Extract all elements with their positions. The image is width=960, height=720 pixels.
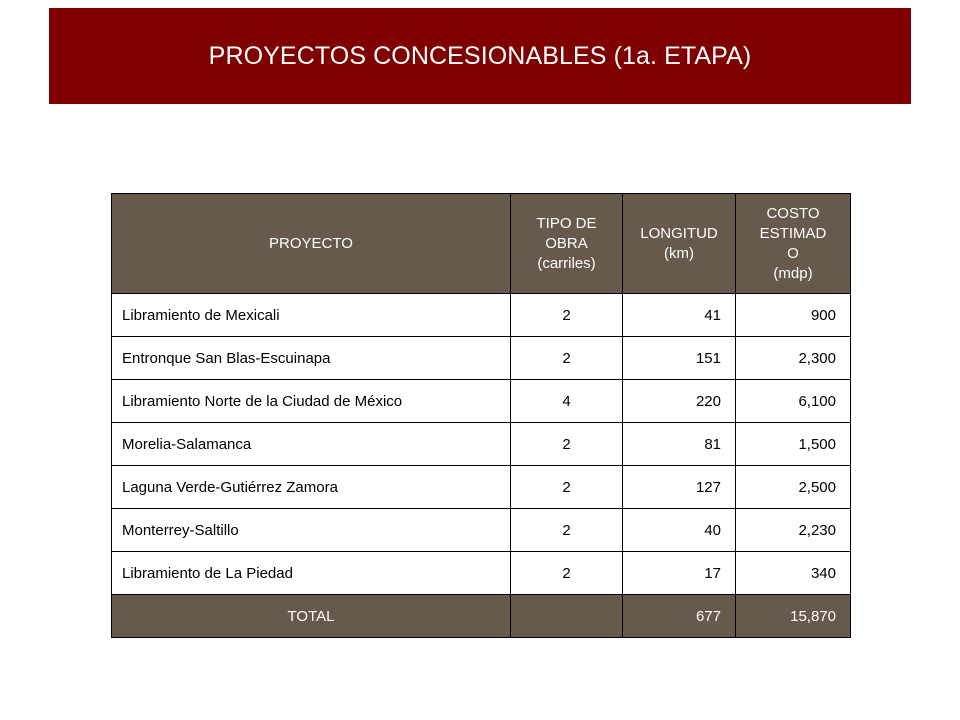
cell-proyecto: Entronque San Blas-Escuinapa [112,337,511,380]
cell-longitud: 40 [623,509,736,552]
cell-costo: 2,500 [736,466,851,509]
cell-costo: 6,100 [736,380,851,423]
cell-tipo: 2 [511,509,623,552]
header-proyecto: PROYECTO [112,194,511,294]
cell-tipo: 2 [511,466,623,509]
cell-costo: 900 [736,294,851,337]
table-row [112,337,851,380]
cell-proyecto: Morelia-Salamanca [112,423,511,466]
table-row [112,509,851,552]
cell-proyecto: Libramiento de Mexicali [112,294,511,337]
total-row [112,595,851,638]
table-row [112,552,851,595]
cell-longitud: 220 [623,380,736,423]
cell-longitud: 127 [623,466,736,509]
cell-costo: 340 [736,552,851,595]
table-row [112,466,851,509]
cell-proyecto: Libramiento Norte de la Ciudad de México [112,380,511,423]
cell-longitud: 17 [623,552,736,595]
total-costo: 15,870 [736,595,851,638]
total-longitud: 677 [623,595,736,638]
cell-longitud: 81 [623,423,736,466]
header-costo-estimado: COSTO ESTIMAD O (mdp) [736,194,851,294]
cell-costo: 2,300 [736,337,851,380]
cell-costo: 2,230 [736,509,851,552]
cell-tipo: 4 [511,380,623,423]
header-tipo-de-obra: TIPO DE OBRA (carriles) [511,194,623,294]
cell-tipo: 2 [511,552,623,595]
cell-tipo: 2 [511,294,623,337]
total-tipo [511,595,623,638]
cell-proyecto: Laguna Verde-Gutiérrez Zamora [112,466,511,509]
projects-table [111,193,851,638]
cell-proyecto: Libramiento de La Piedad [112,552,511,595]
cell-costo: 1,500 [736,423,851,466]
header-longitud: LONGITUD (km) [623,194,736,294]
cell-tipo: 2 [511,337,623,380]
table-row [112,294,851,337]
table-row [112,423,851,466]
cell-proyecto: Monterrey-Saltillo [112,509,511,552]
table-row [112,380,851,423]
cell-longitud: 151 [623,337,736,380]
table-header-row [112,194,851,294]
page-title: PROYECTOS CONCESIONABLES (1a. ETAPA) [208,41,752,70]
cell-tipo: 2 [511,423,623,466]
title-banner [49,8,911,104]
total-label: TOTAL [112,595,511,638]
cell-longitud: 41 [623,294,736,337]
